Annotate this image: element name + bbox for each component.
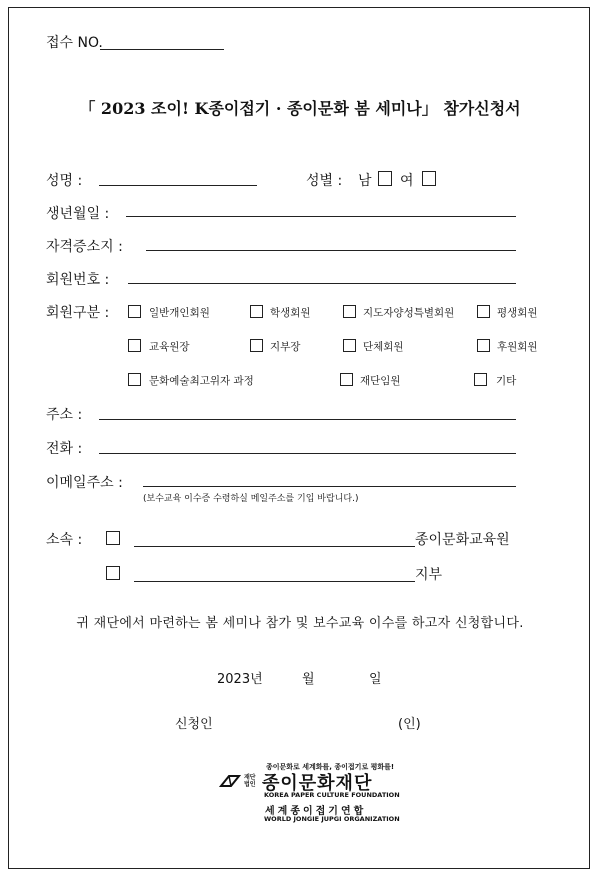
affiliation-education-center-field[interactable] bbox=[134, 546, 415, 547]
address-field[interactable] bbox=[99, 419, 516, 420]
member-type-label: 회원구분 : bbox=[46, 305, 110, 321]
member-type-checkbox-board[interactable] bbox=[340, 373, 353, 386]
member-type-option: 재단임원 bbox=[360, 375, 401, 387]
logo-tagline: 종이문화로 세계화를, 종이접기로 평화를! bbox=[266, 763, 395, 771]
birthdate-field[interactable] bbox=[126, 216, 516, 217]
member-type-option: 일반개인회원 bbox=[149, 307, 210, 319]
member-type-option: 기타 bbox=[496, 375, 517, 387]
member-type-option: 평생회원 bbox=[497, 307, 538, 319]
member-type-checkbox-leader[interactable] bbox=[343, 305, 356, 318]
form-title: 「 2023 조이! K종이접기 · 종이문화 봄 세미나」 참가신청서 bbox=[79, 99, 521, 118]
affiliation-education-center-label: 종이문화교육원 bbox=[415, 532, 510, 548]
member-type-option: 교육원장 bbox=[149, 341, 190, 353]
form-border bbox=[8, 7, 590, 869]
logo-org-en: WORLD JONGIE JUPGI ORGANIZATION bbox=[264, 815, 400, 823]
logo-name-en: KOREA PAPER CULTURE FOUNDATION bbox=[264, 791, 400, 799]
date-day: 일 bbox=[369, 672, 382, 687]
email-label: 이메일주소 : bbox=[46, 475, 123, 491]
member-type-checkbox-sponsor[interactable] bbox=[477, 339, 490, 352]
email-note: (보수교육 이수증 수령하실 메일주소를 기입 바랍니다.) bbox=[143, 494, 359, 504]
application-statement: 귀 재단에서 마련하는 봄 세미나 참가 및 보수교육 이수를 하고자 신청합니다. bbox=[76, 616, 524, 631]
member-number-label: 회원번호 : bbox=[46, 272, 110, 288]
member-type-option: 학생회원 bbox=[270, 307, 311, 319]
member-type-option: 문화예술최고위자 과정 bbox=[149, 375, 254, 387]
date-year: 2023년 bbox=[217, 672, 263, 687]
member-type-checkbox-arts-course[interactable] bbox=[128, 373, 141, 386]
address-label: 주소 : bbox=[46, 407, 83, 423]
receipt-number-field[interactable] bbox=[100, 49, 224, 50]
gender-label: 성별 : bbox=[306, 173, 343, 189]
license-field[interactable] bbox=[146, 250, 516, 251]
member-type-checkbox-other[interactable] bbox=[474, 373, 487, 386]
member-type-option: 지도자양성특별회원 bbox=[363, 307, 455, 319]
receipt-number-label: 접수 NO. bbox=[46, 35, 103, 51]
phone-field[interactable] bbox=[99, 453, 516, 454]
gender-male-label: 남 bbox=[358, 173, 372, 189]
email-field[interactable] bbox=[143, 486, 516, 487]
logo-name-kr: 종이문화재단 bbox=[262, 773, 373, 794]
member-type-checkbox-group[interactable] bbox=[343, 339, 356, 352]
gender-female-label: 여 bbox=[400, 173, 414, 189]
member-type-checkbox-lifetime[interactable] bbox=[477, 305, 490, 318]
date-month: 월 bbox=[302, 672, 315, 687]
affiliation-label: 소속 : bbox=[46, 532, 83, 548]
name-field[interactable] bbox=[99, 185, 257, 186]
phone-label: 전화 : bbox=[46, 441, 83, 457]
birthdate-label: 생년월일 : bbox=[46, 206, 110, 222]
logo-badge: 재단 법인 bbox=[244, 774, 256, 788]
license-label: 자격증소지 : bbox=[46, 239, 123, 255]
gender-male-checkbox[interactable] bbox=[378, 171, 392, 186]
member-type-checkbox-student[interactable] bbox=[250, 305, 263, 318]
affiliation-checkbox-branch[interactable] bbox=[106, 566, 120, 580]
member-type-checkbox-branch-head[interactable] bbox=[250, 339, 263, 352]
member-type-checkbox-director[interactable] bbox=[128, 339, 141, 352]
gender-female-checkbox[interactable] bbox=[422, 171, 436, 186]
affiliation-checkbox-education-center[interactable] bbox=[106, 531, 120, 545]
member-type-checkbox-general[interactable] bbox=[128, 305, 141, 318]
applicant-label: 신청인 bbox=[175, 717, 213, 732]
member-number-field[interactable] bbox=[128, 283, 516, 284]
member-type-option: 단체회원 bbox=[363, 341, 404, 353]
paper-fold-icon bbox=[219, 773, 241, 789]
name-label: 성명 : bbox=[46, 173, 83, 189]
member-type-option: 후원회원 bbox=[497, 341, 538, 353]
affiliation-branch-label: 지부 bbox=[415, 567, 443, 583]
seal-label: (인) bbox=[398, 717, 421, 732]
member-type-option: 지부장 bbox=[270, 341, 301, 353]
affiliation-branch-field[interactable] bbox=[134, 581, 415, 582]
logo-org-kr: 세계종이접기연합 bbox=[265, 806, 367, 817]
